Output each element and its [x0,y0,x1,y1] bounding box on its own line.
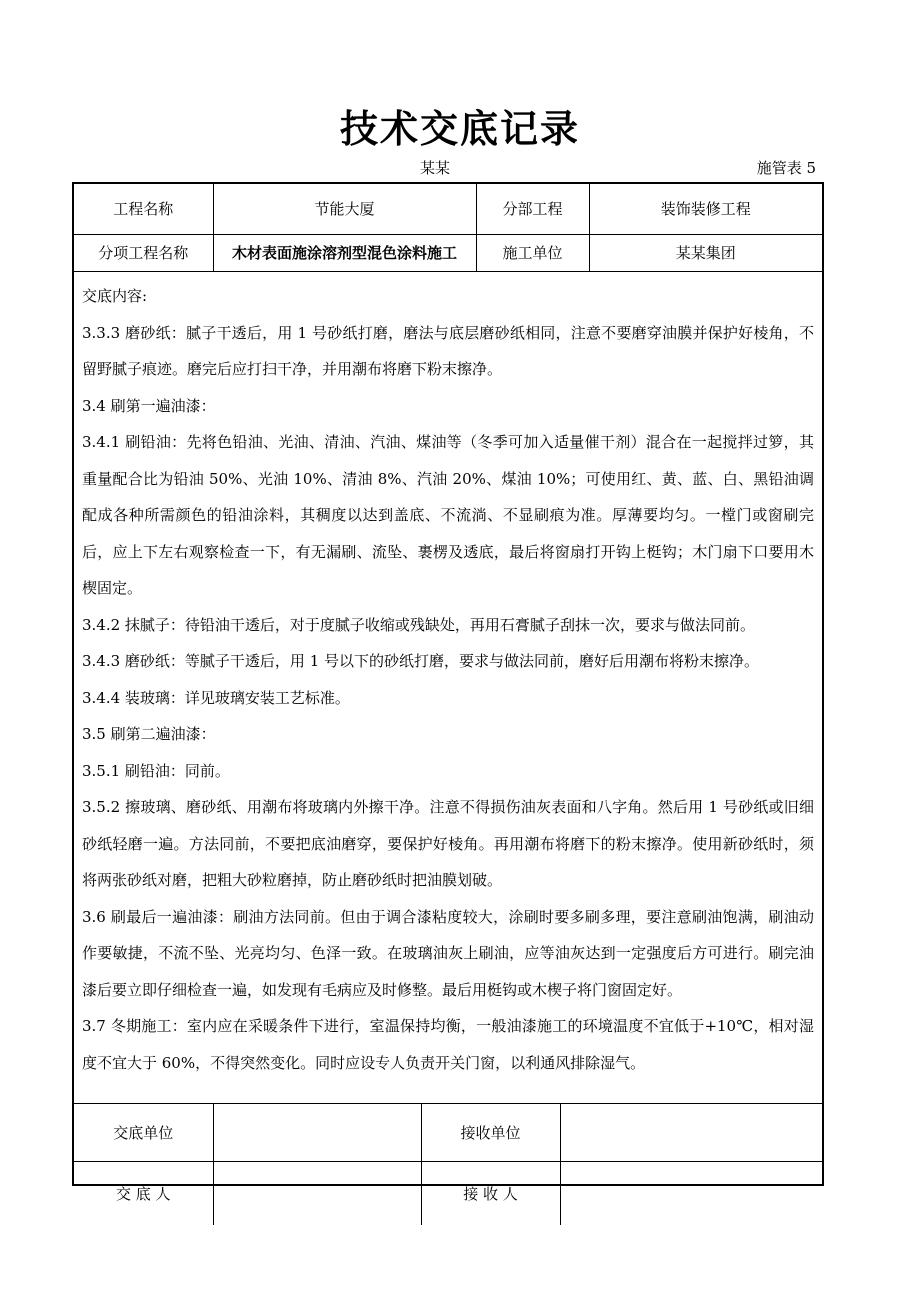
project-info-table [74,184,822,272]
content-paragraph: 3.6 刷最后一遍油漆：刷油方法同前。但由于调合漆粘度较大，涂刷时要多刷多理，要注意刷油饱满，刷油动作要敏捷，不流不坠、光亮均匀、色泽一致。在玻璃油灰上刷油，应等油灰达到一定强度后方可进行。刷完油漆后要立即仔细检查一遍，如发现有毛病应及时修整。最后用梃钩或木楔子将门窗固定好。 [82,907,814,999]
page-title: 技术交底记录 [339,107,580,151]
content-paragraph: 3.4.2 抹腻子：待铅油干透后，对于度腻子收缩或残缺处，再用石膏腻子刮抹一次，要求与做法同前。 [82,615,755,634]
issuer-person-field[interactable] [213,1162,421,1225]
content-paragraph: 3.3.3 磨砂纸：腻子干透后，用 1 号砂纸打磨，磨法与底层磨砂纸相同，注意不要磨穿油膜并保护好棱角，不留野腻子痕迹。磨完后应打扫干净，并用潮布将磨下粉末擦净。 [82,323,814,378]
content-paragraph: 3.5.1 刷铅油：同前。 [82,761,230,780]
project-name-value: 节能大厦 [213,184,476,234]
content-paragraph: 3.5.2 擦玻璃、磨砂纸、用潮布将玻璃内外擦干净。注意不得损伤油灰表面和八字角。然后用 1 号砂纸或旧细砂纸轻磨一遍。方法同前，不要把底油磨穿，要保护好棱角。再用潮布将磨下的粉末擦净。使用新砂纸时，须将两张砂纸对磨，把粗大砂粒磨掉，防止磨砂纸时把油膜划破。 [82,798,814,889]
project-name-label: 工程名称 [74,184,213,234]
content-paragraph: 3.4.1 刷铅油：先将色铅油、光油、清油、汽油、煤油等（冬季可加入适量催干剂）混合在一起搅拌过箩，其重量配合比为铅油 50%、光油 10%、清油 8%、汽油 20%、煤油 10%；可使用红、黄、蓝、白、黑铅油调配成各种所需颜色的铅油涂料，其稠度以达到盖底、不流淌、不显刷痕为准。厚薄要均匀。一樘门或窗刷完后，应上下左右观察检查一下，有无漏刷、流坠、裹楞及透底，最后将窗扇打开钩上梃钩；木门扇下口要用木楔固定。 [82,433,814,597]
receiver-unit-field[interactable] [560,1104,822,1162]
company-name: 某某 [420,159,451,177]
issuer-unit-label: 交底单位 [74,1104,213,1162]
record-form [72,182,824,1203]
content-label: 交底内容: [82,287,148,305]
receiver-person-field[interactable] [560,1162,822,1225]
content-paragraph: 3.4.3 磨砂纸：等腻子干透后，用 1 号以下的砂纸打磨，要求与做法同前，磨好后用潮布将粉末擦净。 [82,652,760,670]
division-value: 装饰装修工程 [589,184,822,234]
division-label: 分部工程 [476,184,589,234]
disclosure-content [74,271,822,1103]
content-paragraph: 3.7 冬期施工：室内应在采暖条件下进行，室温保持均衡，一般油漆施工的环境温度不宜低于+10℃，相对湿度不宜大于 60%，不得突然变化。同时应设专人负责开关门窗，以利通风排除湿气。 [82,1017,814,1072]
content-paragraph: 3.4.4 装玻璃：详见玻璃安装工艺标准。 [82,688,350,707]
receiver-unit-label: 接收单位 [421,1104,560,1162]
form-number: 施管表 5 [756,159,816,177]
subitem-label: 分项工程名称 [74,234,213,271]
issuer-person-label: 交 底 人 [74,1162,213,1225]
receiver-person-label: 接 收 人 [421,1162,560,1225]
contractor-label: 施工单位 [476,234,589,271]
content-paragraph: 3.5 刷第二遍油漆： [82,725,216,743]
signature-table [74,1103,822,1225]
subitem-value: 木材表面施涂溶剂型混色涂料施工 [213,234,476,271]
issuer-unit-field[interactable] [213,1104,421,1162]
content-paragraph: 3.4 刷第一遍油漆： [82,396,216,415]
contractor-value: 某某集团 [589,234,822,271]
